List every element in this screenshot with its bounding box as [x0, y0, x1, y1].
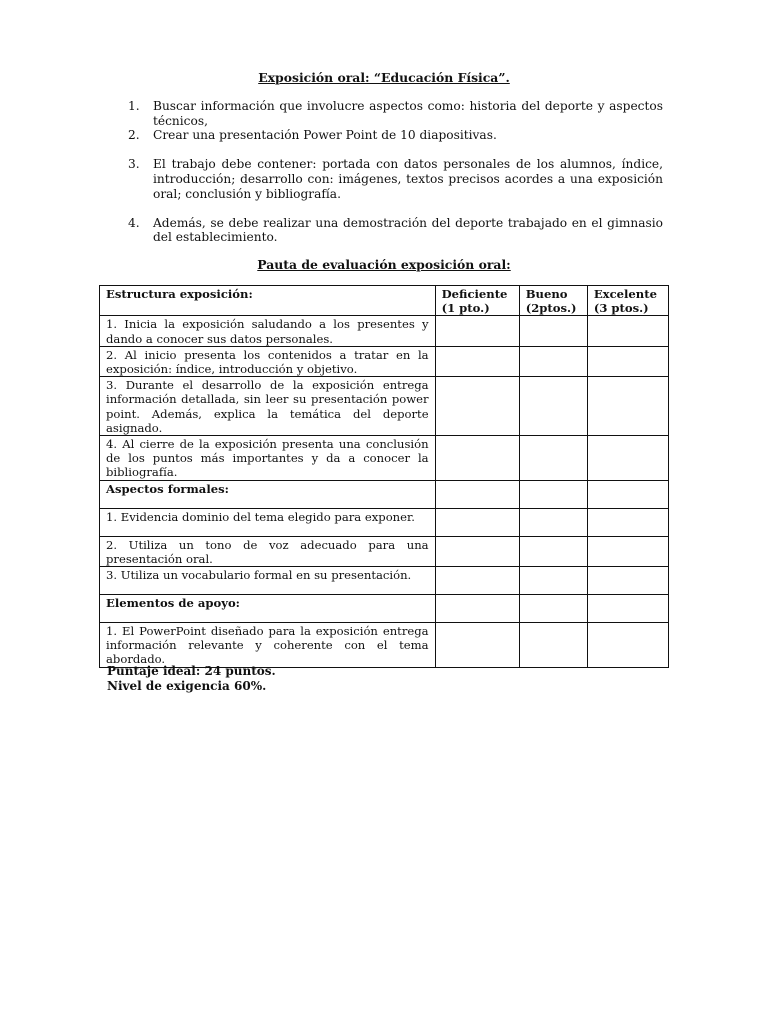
- score-cell-excelente[interactable]: [587, 508, 668, 536]
- score-cell-deficiente[interactable]: [435, 508, 519, 536]
- score-cell-excelente[interactable]: [587, 567, 668, 595]
- table-row: [100, 346, 669, 376]
- rubric-title: Pauta de evaluación exposición oral:: [257, 257, 511, 272]
- table-row: [100, 316, 669, 346]
- score-cell-excelente[interactable]: [587, 377, 668, 436]
- header-criteria: Estructura exposición:: [100, 286, 436, 316]
- score-cell-empty: [519, 595, 587, 623]
- table-row: [100, 623, 669, 668]
- section-support-label: Elementos de apoyo:: [100, 595, 436, 623]
- criterion-cell: 1. Inicia la exposición saludando a los presentes y dando a conocer sus datos personales.: [100, 316, 436, 346]
- instruction-number: 1.: [128, 99, 140, 113]
- score-cell-deficiente[interactable]: [435, 623, 519, 668]
- score-cell-deficiente[interactable]: [435, 536, 519, 566]
- score-cell-excelente[interactable]: [587, 346, 668, 376]
- instruction-number: 4.: [128, 215, 140, 230]
- score-cell-empty: [519, 480, 587, 508]
- instruction-text: Además, se debe realizar una demostración del deporte trabajado en el gimnasio del establecimiento.: [153, 215, 663, 245]
- score-cell-bueno[interactable]: [519, 316, 587, 346]
- criterion-cell: 4. Al cierre de la exposición presenta una conclusión de los puntos más importantes y da a conocer la bibliografía.: [100, 436, 436, 481]
- table-header-row: [100, 286, 669, 316]
- criterion-cell: 3. Durante el desarrollo de la exposición entrega información detallada, sin leer su presentación power point. Además, explica la temática del deporte asignado.: [100, 377, 436, 436]
- score-cell-excelente[interactable]: [587, 436, 668, 481]
- score-cell-bueno[interactable]: [519, 346, 587, 376]
- table-row: [100, 508, 669, 536]
- score-cell-bueno[interactable]: [519, 508, 587, 536]
- criterion-cell: 2. Utiliza un tono de voz adecuado para una presentación oral.: [100, 536, 436, 566]
- table-row: [100, 436, 669, 481]
- header-deficiente: Deficiente (1 pto.): [435, 286, 519, 316]
- instruction-item: [107, 99, 663, 128]
- score-cell-empty: [587, 595, 668, 623]
- score-cell-excelente[interactable]: [587, 623, 668, 668]
- score-cell-bueno[interactable]: [519, 536, 587, 566]
- instruction-item: [107, 216, 663, 245]
- criterion-cell: 2. Al inicio presenta los contenidos a tratar en la exposición: índice, introducción y objetivo.: [100, 346, 436, 376]
- score-cell-deficiente[interactable]: [435, 436, 519, 481]
- instruction-number: 2.: [128, 128, 140, 143]
- table-row: [100, 377, 669, 436]
- score-cell-empty: [587, 480, 668, 508]
- instruction-item: [107, 157, 663, 201]
- score-cell-deficiente[interactable]: [435, 567, 519, 595]
- score-cell-bueno[interactable]: [519, 623, 587, 668]
- document-title: Exposición oral: “Educación Física”.: [258, 70, 510, 85]
- section-row: [100, 480, 669, 508]
- criterion-cell: 1. Evidencia dominio del tema elegido para exponer.: [100, 508, 436, 536]
- score-cell-bueno[interactable]: [519, 436, 587, 481]
- instruction-number: 3.: [128, 157, 140, 172]
- ideal-score-text: Puntaje ideal: 24 puntos.: [107, 664, 276, 678]
- section-row: [100, 595, 669, 623]
- score-cell-empty: [435, 595, 519, 623]
- score-cell-excelente[interactable]: [587, 536, 668, 566]
- score-cell-deficiente[interactable]: [435, 346, 519, 376]
- score-cell-deficiente[interactable]: [435, 316, 519, 346]
- score-cell-empty: [435, 480, 519, 508]
- rubric-table: [99, 285, 669, 668]
- criterion-cell: 3. Utiliza un vocabulario formal en su presentación.: [100, 567, 436, 595]
- footer-notes: [107, 664, 276, 694]
- instruction-text: Crear una presentación Power Point de 10 diapositivas.: [153, 128, 497, 143]
- score-cell-excelente[interactable]: [587, 316, 668, 346]
- table-row: [100, 567, 669, 595]
- table-row: [100, 536, 669, 566]
- criterion-cell: 1. El PowerPoint diseñado para la exposición entrega información relevante y coherente con el tema abordado.: [100, 623, 436, 668]
- instruction-item: [107, 128, 663, 143]
- instruction-text: El trabajo debe contener: portada con datos personales de los alumnos, índice, introducción; desarrollo con: imágenes, textos precisos acordes a una exposición oral; conclusión y bibliografía.: [153, 157, 663, 201]
- header-excelente: Excelente (3 ptos.): [587, 286, 668, 316]
- score-cell-bueno[interactable]: [519, 377, 587, 436]
- header-bueno: Bueno (2ptos.): [519, 286, 587, 316]
- instructions-list: [107, 99, 663, 245]
- instruction-text: Buscar información que involucre aspectos como: historia del deporte y aspectos técnicos,: [153, 99, 663, 128]
- score-cell-deficiente[interactable]: [435, 377, 519, 436]
- score-cell-bueno[interactable]: [519, 567, 587, 595]
- section-formal-label: Aspectos formales:: [100, 480, 436, 508]
- requirement-level-text: Nivel de exigencia 60%.: [107, 679, 267, 693]
